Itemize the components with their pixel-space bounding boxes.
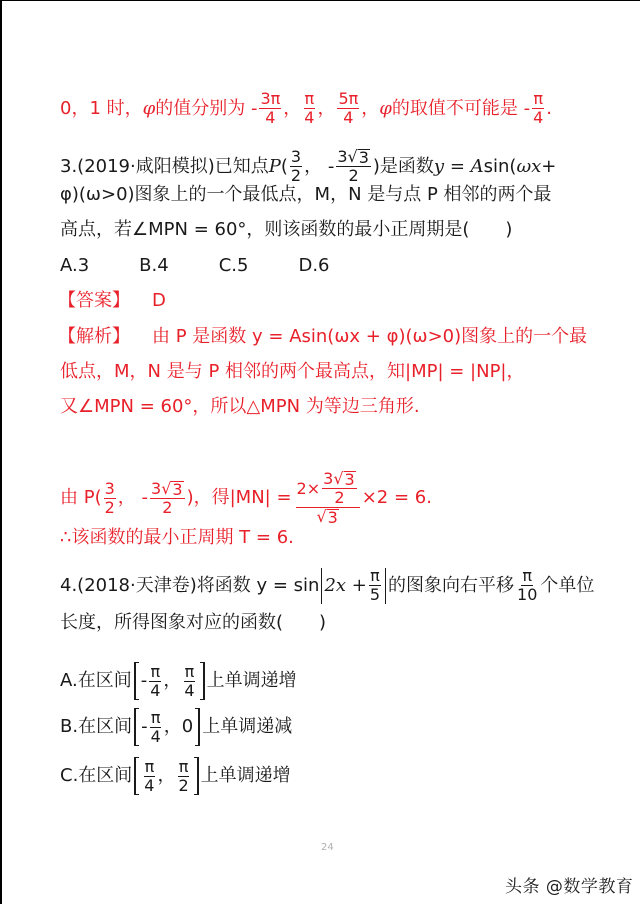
numerator [336,148,371,167]
option-label: B.在区间 [60,716,133,737]
denominator: 4 [343,108,354,127]
denominator: 2 [178,775,189,795]
coef: 3 [151,478,162,498]
analysis-line-3: 又∠MPN = 60°，所以△MPN 为等边三角形. [60,396,420,417]
text: 的取值不可能是 - [391,97,531,119]
sqrt-symbol: √ 3 [316,507,338,527]
paren-right [385,568,386,604]
bracket-left [134,708,139,746]
phi-symbol: φ [379,97,392,119]
numerator: π [370,566,380,585]
fraction [532,90,544,127]
solution-continuation-line [60,90,552,127]
point-label: P [268,155,281,177]
bracket-right [194,757,199,795]
text: 由 P( [60,487,102,508]
answer-value: D [152,290,166,311]
analysis-line-2: 低点，M，N 是与 P 相邻的两个最高点，知|MP| = |NP|， [60,361,525,382]
numerator: π [150,707,161,727]
answer-line [58,290,166,312]
numerator: 3 [290,147,302,166]
text: ， [283,97,302,119]
question-number: 3.(2019·咸阳模拟)已知点 [60,155,269,177]
text: 0，1 时， [60,97,143,119]
text: + [541,155,557,177]
inner-fraction [322,470,357,507]
numerator: 5π [338,89,359,108]
numerator [296,470,360,508]
denominator: 4 [533,108,544,127]
coef: 3 [337,147,348,166]
denominator: 2 [348,166,359,185]
option-label: C.在区间 [60,765,133,786]
text: ×2 = 6. [361,487,432,508]
text: ， - [117,487,149,508]
bracket-right [195,708,200,746]
compound-fraction [296,470,360,526]
watermark: 头条 @数学教育 [505,877,634,897]
text: 的值分别为 - [155,97,258,119]
denominator: 4 [144,775,155,795]
denominator: 4 [150,680,161,700]
fraction [104,480,116,517]
radicand: 3 [172,479,183,499]
question-3-line-1 [60,148,556,185]
sqrt-symbol: √ 3 [333,469,355,489]
fraction [150,709,162,746]
text: ， [361,97,380,119]
fraction [516,567,538,604]
denominator: 4 [265,108,276,127]
fraction [369,567,381,604]
text: 上单调递增 [200,765,291,786]
analysis-label: 【解析】 [58,326,130,347]
option-a: A.3 [60,255,90,276]
question-4-option-c: C.在区间 $\frac{\pi}{4}$ ， $\frac{\pi}{2}$ 上单调递增 [60,756,291,795]
radicand: 3 [358,148,369,167]
phi-symbol: φ [142,97,156,119]
bracket-left [134,757,139,795]
denominator: 4 [304,108,315,127]
sqrt-symbol: √ 3 [161,478,183,499]
text: - [140,670,148,691]
text: ( [280,155,288,177]
denominator: 2 [104,497,115,517]
denominator: 2 [290,166,302,185]
text: 2x + [324,574,367,596]
function-expr: y = A [433,155,484,177]
question-4-line-2: 长度，所得图象对应的函数( ) [60,612,327,633]
numerator: π [178,756,189,776]
question-4-option-a: A.在区间 - $\frac{\pi}{4}$ ， $\frac{\pi}{4}$ 上单调递增 [60,661,297,700]
numerator: π [533,89,544,108]
text: 由 P 是函数 y = Asin(ωx + φ)(ω>0)图象上的一个最 [152,326,588,347]
text: 2× [296,478,321,498]
text: 上单调递减 [202,716,293,737]
answer-label: 【答案】 [58,290,130,311]
question-3-line-3: 高点，若∠MPN = 60°，则该函数的最小正周期是( ) [60,219,513,240]
numerator: π [522,566,533,585]
question-3-line-2: φ)(ω>0)图象上的一个最低点，M，N 是与点 P 相邻的两个最 [60,184,552,205]
text: ， - [304,155,335,177]
text: 个单位 [540,574,595,596]
denominator: 2 [162,497,173,517]
fraction [149,663,161,700]
fraction [143,758,155,795]
fraction [336,148,371,185]
option-label: A.在区间 [60,670,132,691]
fraction [259,90,281,127]
text: ωx [516,155,542,177]
text: 上单调递增 [206,670,297,691]
option-c: C.5 [218,255,249,276]
numerator: π [304,89,315,108]
question-4-line-1 [60,567,594,604]
denominator [315,508,339,526]
text: . [546,97,553,119]
numerator [150,480,185,499]
page-border-top [0,0,640,1]
fraction [337,90,359,127]
coef: 3 [323,469,334,488]
fraction [150,480,185,517]
text: sin( [483,155,517,177]
denominator: 10 [517,585,538,604]
option-d: D.6 [298,255,330,276]
numerator [322,470,357,489]
paren-left [321,568,322,604]
text: 的图象向右平移 [388,574,515,596]
numerator: 3 [104,478,115,498]
fraction [303,90,315,127]
text: )，得|MN| = [186,487,292,508]
text: )是函数 [372,155,434,177]
denominator: 4 [184,680,195,700]
question-3-options [60,255,380,277]
analysis-line-4 [60,470,432,526]
question-4-option-b: B.在区间 - $\frac{\pi}{4}$ ， 0 上单调递减 [60,707,293,746]
numerator: π [184,661,195,681]
bracket-right [200,662,205,700]
denominator: 5 [369,585,381,604]
analysis-line-1 [58,326,587,348]
numerator: 3π [260,89,281,108]
numerator: π [144,756,155,776]
text: ， [317,97,336,119]
text: - [141,716,148,737]
page-border-left [0,0,2,904]
bracket-left [134,662,139,700]
fraction [177,758,189,795]
sqrt-symbol: √ 3 [347,147,369,167]
fraction [290,148,302,185]
numerator: π [150,661,161,681]
option-b: B.4 [139,255,169,276]
analysis-line-5: ∴该函数的最小正周期 T = 6. [60,527,294,548]
text: 0 [181,716,194,737]
radicand: 3 [344,470,355,489]
page-number: 24 [321,842,334,853]
radicand: 3 [327,508,338,527]
denominator: 2 [334,488,345,507]
fraction [183,663,195,700]
question-number: 4.(2018·天津卷)将函数 y = sin [60,574,320,596]
denominator: 4 [150,726,161,746]
